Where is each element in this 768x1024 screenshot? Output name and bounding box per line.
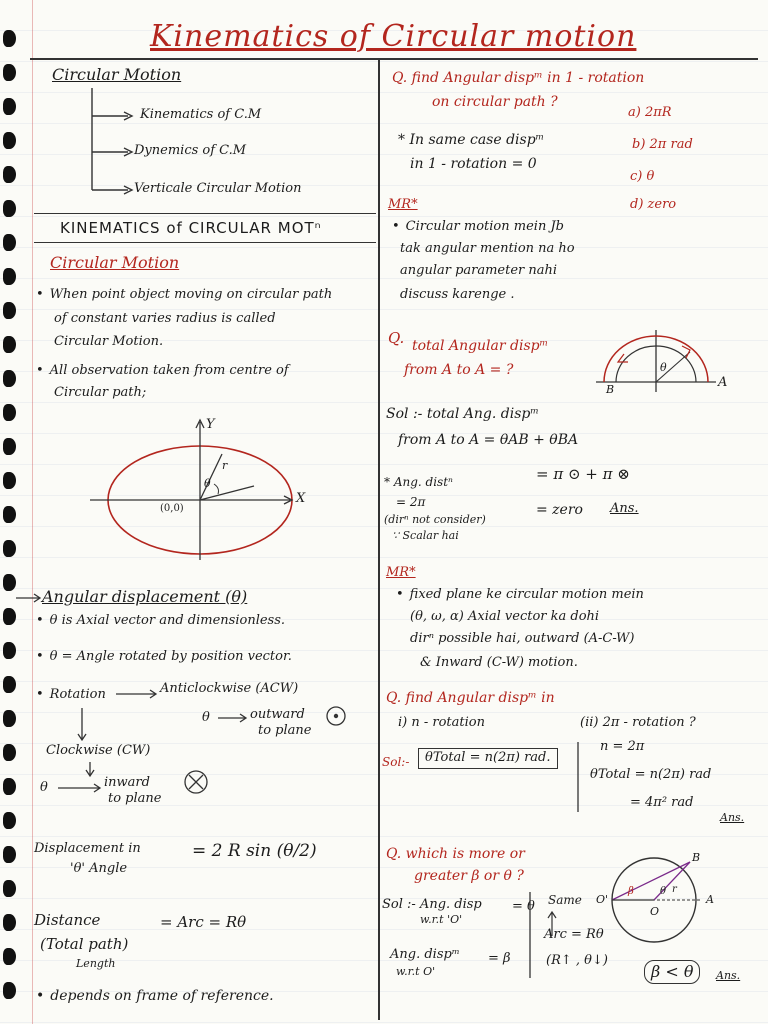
- sol2-n: n = 2π: [600, 739, 645, 754]
- sol3-line-3: Ang. dispᵐ: [390, 947, 460, 962]
- q2-label: Q.: [388, 329, 405, 347]
- distance-line-3: Length: [76, 957, 116, 970]
- theta-label: θ: [204, 477, 211, 490]
- angdist-line-3: (dirⁿ not consider): [384, 513, 486, 526]
- q2-line-1: total Angular dispᵐ: [412, 338, 549, 354]
- fig3-beta: β: [628, 886, 634, 897]
- theta-inward: θ: [40, 780, 48, 795]
- r-theta-relation: (R↑ , θ↓): [546, 953, 608, 968]
- sol3-line-2: w.r.t 'O': [420, 913, 463, 926]
- mr1-line-4: discuss karenge .: [400, 287, 515, 302]
- mr1-line-2: tak angular mention na ho: [400, 241, 575, 256]
- same-case-line-2: in 1 - rotation = 0: [410, 156, 537, 172]
- ang-disp-heading: Angular displacement (θ): [42, 587, 248, 606]
- inward-label: inward: [104, 775, 150, 790]
- option-c: c) θ: [630, 169, 655, 184]
- same-label: Same: [548, 893, 582, 907]
- fig3-point-a: A: [706, 893, 714, 906]
- radius-label: r: [222, 459, 228, 472]
- sol1-line-2: from A to A = θAB + θBA: [398, 432, 579, 448]
- q3-part-ii: (ii) 2π - rotation ?: [580, 715, 696, 730]
- branch-kinematics: Kinematics of C.M: [140, 107, 262, 122]
- arc-formula: Arc = Rθ: [544, 927, 604, 942]
- bullet-1-line-3: Circular Motion.: [54, 334, 164, 349]
- sol1-line-1: Sol :- total Ang. dispᵐ: [386, 406, 539, 422]
- q3-part-i: i) n - rotation: [398, 715, 485, 730]
- circular-motion-heading: Circular Motion: [52, 65, 182, 84]
- sol2-answer: Ans.: [720, 811, 745, 824]
- q1-line-1: Q. find Angular dispᵐ in 1 - rotation: [392, 70, 645, 86]
- distance-formula: = Arc = Rθ: [160, 913, 247, 931]
- bullet-2-line-2: Circular path;: [54, 385, 147, 400]
- branch-vertical: Verticale Circular Motion: [134, 181, 302, 196]
- sol2-label: Sol:-: [382, 755, 410, 769]
- sol1-line-3: = π ⊙ + π ⊗: [536, 465, 630, 483]
- distance-line-1: Distance: [34, 911, 101, 929]
- y-axis-label: Y: [206, 417, 215, 432]
- sol3-eq-1: = θ: [512, 899, 535, 914]
- sol1-answer: Ans.: [610, 501, 639, 516]
- bullet-1-line-1: • When point object moving on circular path: [36, 288, 332, 303]
- displacement-formula: = 2 R sin (θ/2): [192, 841, 317, 861]
- to-plane-inward: to plane: [108, 791, 162, 806]
- bullet-1-line-2: of constant varies radius is called: [54, 311, 276, 326]
- bullet-2-line-1: • All observation taken from centre of: [36, 364, 289, 379]
- sol3-answer: Ans.: [716, 969, 741, 982]
- q2-line-2: from A to A = ?: [404, 362, 514, 378]
- mr-marker-1: MR*: [388, 197, 418, 212]
- fig2-point-b: B: [606, 383, 615, 396]
- fig3-radius: r: [672, 884, 677, 895]
- ang-bullet-2: • θ = Angle rotated by position vector.: [36, 650, 292, 665]
- option-a: a) 2πR: [628, 105, 672, 120]
- mr2-line-1: • fixed plane ke circular motion mein: [396, 588, 644, 603]
- angdist-line-2: = 2π: [396, 495, 426, 509]
- fig3-point-o-prime: O': [596, 893, 609, 906]
- mr1-line-3: angular parameter nahi: [400, 263, 558, 278]
- sol3-eq-2: = β: [488, 951, 511, 966]
- displacement-line-1: Displacement in: [34, 841, 141, 856]
- mr2-line-2: (θ, ω, α) Axial vector ka dohi: [410, 609, 600, 624]
- mr1-line-1: • Circular motion mein Jb: [392, 220, 564, 235]
- section-title: KINEMATICS of CIRCULAR MOTⁿ: [60, 219, 322, 237]
- fig3-theta: θ: [660, 886, 667, 897]
- fig2-theta: θ: [660, 361, 667, 374]
- sol2-boxed-result: θTotal = n(2π) rad.: [418, 748, 558, 769]
- same-case-line-1: * In same case dispᵐ: [398, 132, 545, 148]
- q4-line-2: greater β or θ ?: [414, 868, 524, 884]
- angdist-line-1: * Ang. distⁿ: [384, 475, 453, 489]
- sol2-result: = 4π² rad: [630, 795, 694, 810]
- rotation-label: • Rotation: [36, 688, 106, 703]
- theta-outward: θ: [202, 710, 210, 725]
- distance-line-2: (Total path): [40, 935, 129, 953]
- fig2-point-a: A: [718, 375, 728, 390]
- sol1-line-4: = zero: [536, 502, 583, 518]
- mr2-line-3: dirⁿ possible hai, outward (A-C-W): [410, 631, 635, 646]
- sol3-line-1: Sol :- Ang. disp: [382, 897, 482, 912]
- q3-line-1: Q. find Angular dispᵐ in: [386, 690, 555, 706]
- outward-label: outward: [250, 707, 305, 722]
- page-title: Kinematics of Circular motion: [150, 19, 637, 54]
- result-box: β < θ: [644, 960, 700, 984]
- option-b: b) 2π rad: [632, 137, 693, 152]
- fig3-point-b: B: [692, 851, 701, 864]
- q4-line-1: Q. which is more or: [386, 846, 525, 862]
- sol2-total: θTotal = n(2π) rad: [590, 767, 712, 782]
- x-axis-label: X: [296, 491, 306, 506]
- displacement-line-2: 'θ' Angle: [70, 861, 128, 876]
- sol3-line-4: w.r.t O': [396, 965, 436, 978]
- option-d: d) zero: [630, 197, 677, 212]
- angdist-line-4: ∵ Scalar hai: [392, 529, 459, 542]
- fig3-point-o: O: [650, 905, 660, 918]
- ang-bullet-1: • θ is Axial vector and dimensionless.: [36, 614, 285, 629]
- mr-marker-2: MR*: [386, 565, 416, 580]
- mr2-line-4: & Inward (C-W) motion.: [420, 655, 578, 670]
- depends-note: • depends on frame of reference.: [36, 988, 274, 1004]
- cw-label: Clockwise (CW): [46, 743, 151, 758]
- to-plane-outward: to plane: [258, 723, 312, 738]
- branch-dynamics: Dynemics of C.M: [134, 143, 247, 158]
- origin-label: (0,0): [160, 503, 184, 514]
- q1-line-2: on circular path ?: [432, 94, 558, 110]
- acw-label: Anticlockwise (ACW): [160, 681, 299, 696]
- sub-heading: Circular Motion: [50, 253, 180, 272]
